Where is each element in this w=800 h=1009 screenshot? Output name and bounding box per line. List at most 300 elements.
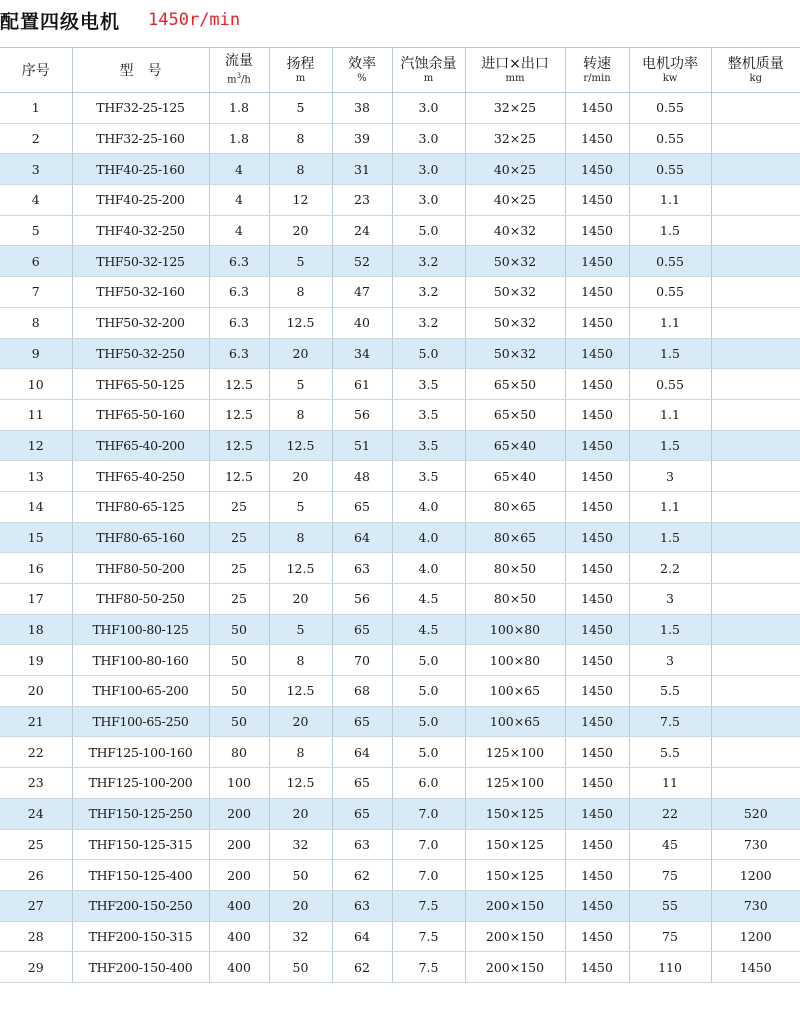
cell-efficiency: 47 [332,277,392,308]
cell-npsh: 7.0 [392,860,465,891]
cell-model: THF150-125-315 [72,829,209,860]
cell-flow: 50 [209,676,269,707]
page-title [0,6,240,34]
cell-npsh: 3.5 [392,369,465,400]
cell-seq: 28 [0,921,72,952]
cell-motor-power: 2.2 [629,553,711,584]
cell-weight [711,461,800,492]
cell-flow: 6.3 [209,277,269,308]
cell-weight [711,768,800,799]
cell-weight [711,399,800,430]
cell-efficiency: 34 [332,338,392,369]
cell-model: THF65-40-250 [72,461,209,492]
cell-efficiency: 63 [332,553,392,584]
cell-flow: 80 [209,737,269,768]
cell-motor-power: 1.1 [629,307,711,338]
cell-seq: 15 [0,522,72,553]
cell-motor-power: 1.1 [629,491,711,522]
cell-speed: 1450 [565,246,629,277]
cell-flow: 1.8 [209,123,269,154]
cell-efficiency: 65 [332,614,392,645]
cell-flow: 12.5 [209,399,269,430]
column-header-unit: $m^3/h$ [227,72,251,86]
cell-head: 8 [269,277,332,308]
header-row [0,48,800,93]
cell-flow: 6.3 [209,338,269,369]
cell-seq: 10 [0,369,72,400]
cell-head: 5 [269,614,332,645]
cell-motor-power: 5.5 [629,737,711,768]
cell-efficiency: 63 [332,829,392,860]
cell-inlet-outlet: 125×100 [465,768,565,799]
cell-inlet-outlet: 150×125 [465,829,565,860]
cell-model: THF50-32-125 [72,246,209,277]
cell-head: 12.5 [269,307,332,338]
cell-speed: 1450 [565,154,629,185]
column-header-unit: r/min [583,72,611,84]
cell-weight: 1200 [711,921,800,952]
cell-head: 20 [269,706,332,737]
cell-efficiency: 65 [332,798,392,829]
cell-weight [711,307,800,338]
cell-head: 5 [269,491,332,522]
cell-flow: 6.3 [209,246,269,277]
cell-motor-power: 1.5 [629,430,711,461]
cell-motor-power: 3 [629,461,711,492]
cell-flow: 4 [209,154,269,185]
column-header-unit: mm [505,72,525,84]
cell-motor-power: 3 [629,645,711,676]
cell-npsh: 3.0 [392,185,465,216]
column-header-label: 整机质量 [727,55,784,72]
cell-efficiency: 38 [332,93,392,124]
cell-speed: 1450 [565,338,629,369]
cell-npsh: 3.5 [392,399,465,430]
cell-seq: 24 [0,798,72,829]
cell-npsh: 7.5 [392,890,465,921]
cell-motor-power: 110 [629,952,711,983]
cell-weight [711,185,800,216]
cell-efficiency: 52 [332,246,392,277]
table-row [0,798,800,829]
cell-efficiency: 23 [332,185,392,216]
table-row [0,399,800,430]
cell-model: THF80-65-125 [72,491,209,522]
cell-speed: 1450 [565,277,629,308]
cell-model: THF80-50-200 [72,553,209,584]
cell-weight [711,737,800,768]
cell-efficiency: 63 [332,890,392,921]
table-row [0,93,800,124]
cell-model: THF150-125-400 [72,860,209,891]
cell-npsh: 4.0 [392,491,465,522]
table-header [0,48,800,93]
cell-efficiency: 62 [332,952,392,983]
table-row [0,123,800,154]
table-row [0,491,800,522]
cell-flow: 50 [209,706,269,737]
cell-head: 20 [269,890,332,921]
cell-head: 8 [269,645,332,676]
cell-seq: 9 [0,338,72,369]
cell-inlet-outlet: 50×32 [465,246,565,277]
cell-weight [711,154,800,185]
cell-seq: 12 [0,430,72,461]
cell-speed: 1450 [565,93,629,124]
cell-inlet-outlet: 50×32 [465,338,565,369]
cell-motor-power: 0.55 [629,154,711,185]
cell-seq: 29 [0,952,72,983]
cell-model: THF200-150-250 [72,890,209,921]
cell-speed: 1450 [565,307,629,338]
table-row [0,553,800,584]
cell-inlet-outlet: 65×40 [465,461,565,492]
cell-model: THF65-50-160 [72,399,209,430]
cell-speed: 1450 [565,737,629,768]
table-row [0,246,800,277]
cell-weight [711,491,800,522]
cell-head: 12.5 [269,430,332,461]
cell-flow: 25 [209,584,269,615]
column-header-unit: % [357,72,367,84]
cell-motor-power: 0.55 [629,123,711,154]
cell-inlet-outlet: 200×150 [465,952,565,983]
cell-motor-power: 0.55 [629,369,711,400]
cell-model: THF50-32-200 [72,307,209,338]
cell-flow: 4 [209,215,269,246]
cell-seq: 20 [0,676,72,707]
column-header-speed [565,48,629,93]
cell-motor-power: 45 [629,829,711,860]
table-row [0,645,800,676]
cell-inlet-outlet: 150×125 [465,860,565,891]
cell-head: 5 [269,93,332,124]
cell-inlet-outlet: 40×32 [465,215,565,246]
cell-weight [711,123,800,154]
cell-inlet-outlet: 65×50 [465,369,565,400]
table-row [0,369,800,400]
cell-head: 12 [269,185,332,216]
cell-speed: 1450 [565,860,629,891]
table-row [0,584,800,615]
table-row [0,676,800,707]
column-header-unit: kw [662,72,678,84]
cell-speed: 1450 [565,706,629,737]
cell-weight: 1200 [711,860,800,891]
cell-flow: 200 [209,860,269,891]
cell-weight [711,676,800,707]
cell-npsh: 3.0 [392,93,465,124]
cell-weight: 1450 [711,952,800,983]
cell-npsh: 7.0 [392,829,465,860]
cell-seq: 17 [0,584,72,615]
cell-efficiency: 61 [332,369,392,400]
cell-efficiency: 48 [332,461,392,492]
column-header-label: 效率 [348,55,376,72]
table-row [0,215,800,246]
cell-head: 50 [269,952,332,983]
cell-inlet-outlet: 100×65 [465,676,565,707]
cell-speed: 1450 [565,215,629,246]
cell-head: 20 [269,798,332,829]
cell-efficiency: 65 [332,491,392,522]
cell-motor-power: 5.5 [629,676,711,707]
table-row [0,890,800,921]
cell-speed: 1450 [565,461,629,492]
cell-efficiency: 39 [332,123,392,154]
cell-head: 5 [269,246,332,277]
cell-weight [711,614,800,645]
column-header-inlet-outlet [465,48,565,93]
table-row [0,277,800,308]
cell-efficiency: 40 [332,307,392,338]
spec-table [0,47,800,983]
cell-speed: 1450 [565,584,629,615]
cell-efficiency: 62 [332,860,392,891]
cell-motor-power: 1.5 [629,614,711,645]
cell-motor-power: 1.5 [629,215,711,246]
cell-npsh: 3.0 [392,154,465,185]
table-row [0,522,800,553]
cell-inlet-outlet: 125×100 [465,737,565,768]
cell-weight [711,215,800,246]
column-header-label: 电机功率 [642,55,698,72]
column-header-motor-power [629,48,711,93]
cell-speed: 1450 [565,430,629,461]
cell-motor-power: 1.5 [629,522,711,553]
table-row [0,338,800,369]
cell-speed: 1450 [565,890,629,921]
cell-weight: 730 [711,890,800,921]
table-row [0,737,800,768]
column-header-label: 进口×出口 [481,55,549,72]
cell-npsh: 5.0 [392,676,465,707]
title-speed: 1450r/min [148,10,241,30]
cell-inlet-outlet: 40×25 [465,185,565,216]
cell-model: THF200-150-400 [72,952,209,983]
cell-speed: 1450 [565,952,629,983]
cell-model: THF150-125-250 [72,798,209,829]
cell-npsh: 5.0 [392,645,465,676]
cell-model: THF40-25-160 [72,154,209,185]
cell-model: THF40-25-200 [72,185,209,216]
cell-speed: 1450 [565,645,629,676]
column-header-label: 转速 [583,55,611,72]
cell-inlet-outlet: 200×150 [465,921,565,952]
cell-npsh: 4.5 [392,584,465,615]
cell-seq: 6 [0,246,72,277]
cell-flow: 200 [209,798,269,829]
cell-npsh: 5.0 [392,706,465,737]
table-row [0,829,800,860]
cell-model: THF80-50-250 [72,584,209,615]
cell-seq: 22 [0,737,72,768]
cell-efficiency: 56 [332,584,392,615]
cell-head: 12.5 [269,676,332,707]
cell-inlet-outlet: 80×50 [465,584,565,615]
cell-flow: 50 [209,645,269,676]
cell-inlet-outlet: 80×65 [465,491,565,522]
cell-weight [711,277,800,308]
cell-seq: 5 [0,215,72,246]
table-row [0,307,800,338]
cell-model: THF32-25-160 [72,123,209,154]
cell-motor-power: 75 [629,921,711,952]
cell-seq: 18 [0,614,72,645]
cell-head: 20 [269,584,332,615]
cell-seq: 14 [0,491,72,522]
cell-npsh: 7.5 [392,921,465,952]
table-row [0,154,800,185]
cell-model: THF100-80-125 [72,614,209,645]
cell-efficiency: 64 [332,522,392,553]
cell-speed: 1450 [565,123,629,154]
cell-flow: 25 [209,491,269,522]
column-header-label: 流量 [225,53,253,70]
cell-efficiency: 64 [332,737,392,768]
cell-speed: 1450 [565,768,629,799]
cell-efficiency: 65 [332,706,392,737]
cell-motor-power: 55 [629,890,711,921]
cell-efficiency: 64 [332,921,392,952]
cell-inlet-outlet: 80×65 [465,522,565,553]
cell-seq: 8 [0,307,72,338]
cell-speed: 1450 [565,553,629,584]
cell-head: 12.5 [269,553,332,584]
cell-npsh: 3.0 [392,123,465,154]
cell-flow: 12.5 [209,461,269,492]
cell-flow: 100 [209,768,269,799]
table-row [0,952,800,983]
cell-seq: 25 [0,829,72,860]
cell-model: THF125-100-160 [72,737,209,768]
cell-efficiency: 31 [332,154,392,185]
cell-efficiency: 68 [332,676,392,707]
cell-flow: 4 [209,185,269,216]
cell-model: THF100-65-200 [72,676,209,707]
cell-motor-power: 75 [629,860,711,891]
cell-model: THF100-80-160 [72,645,209,676]
table-row [0,461,800,492]
column-header-seq [0,48,72,93]
cell-flow: 200 [209,829,269,860]
cell-speed: 1450 [565,614,629,645]
cell-efficiency: 70 [332,645,392,676]
cell-speed: 1450 [565,185,629,216]
cell-motor-power: 11 [629,768,711,799]
cell-motor-power: 0.55 [629,246,711,277]
cell-inlet-outlet: 80×50 [465,553,565,584]
column-header-flow [209,48,269,93]
table-body [0,93,800,983]
cell-model: THF80-65-160 [72,522,209,553]
cell-flow: 400 [209,952,269,983]
cell-motor-power: 3 [629,584,711,615]
cell-inlet-outlet: 100×80 [465,645,565,676]
cell-seq: 1 [0,93,72,124]
cell-motor-power: 22 [629,798,711,829]
cell-efficiency: 51 [332,430,392,461]
table-row [0,430,800,461]
column-header-unit: m [295,72,306,84]
cell-model: THF32-25-125 [72,93,209,124]
column-header-npsh [392,48,465,93]
cell-inlet-outlet: 100×80 [465,614,565,645]
cell-head: 8 [269,737,332,768]
cell-model: THF65-50-125 [72,369,209,400]
cell-motor-power: 0.55 [629,277,711,308]
cell-motor-power: 1.5 [629,338,711,369]
cell-head: 32 [269,829,332,860]
cell-head: 12.5 [269,768,332,799]
column-header-unit: m [423,72,434,84]
cell-npsh: 7.5 [392,952,465,983]
cell-weight [711,706,800,737]
cell-npsh: 5.0 [392,737,465,768]
cell-seq: 26 [0,860,72,891]
cell-head: 8 [269,522,332,553]
cell-efficiency: 56 [332,399,392,430]
table-row [0,921,800,952]
cell-head: 8 [269,154,332,185]
cell-head: 20 [269,338,332,369]
cell-head: 20 [269,215,332,246]
cell-head: 32 [269,921,332,952]
cell-seq: 23 [0,768,72,799]
cell-inlet-outlet: 50×32 [465,307,565,338]
table-row [0,706,800,737]
cell-npsh: 5.0 [392,338,465,369]
column-header-weight [711,48,800,93]
cell-weight [711,553,800,584]
cell-flow: 12.5 [209,430,269,461]
cell-efficiency: 24 [332,215,392,246]
cell-seq: 7 [0,277,72,308]
cell-weight [711,522,800,553]
cell-weight [711,645,800,676]
cell-inlet-outlet: 150×125 [465,798,565,829]
title-text: 配置四级电机 [0,10,121,33]
cell-inlet-outlet: 65×50 [465,399,565,430]
cell-head: 50 [269,860,332,891]
column-header-head [269,48,332,93]
cell-speed: 1450 [565,399,629,430]
cell-npsh: 4.0 [392,522,465,553]
cell-inlet-outlet: 65×40 [465,430,565,461]
cell-seq: 11 [0,399,72,430]
cell-weight [711,93,800,124]
cell-speed: 1450 [565,921,629,952]
cell-model: THF100-65-250 [72,706,209,737]
cell-seq: 13 [0,461,72,492]
cell-weight [711,430,800,461]
cell-weight [711,584,800,615]
cell-npsh: 3.2 [392,246,465,277]
cell-weight [711,246,800,277]
cell-weight [711,338,800,369]
cell-model: THF40-32-250 [72,215,209,246]
column-header-label: 型 号 [119,63,162,79]
cell-inlet-outlet: 40×25 [465,154,565,185]
cell-weight: 730 [711,829,800,860]
cell-seq: 21 [0,706,72,737]
cell-head: 5 [269,369,332,400]
cell-inlet-outlet: 32×25 [465,93,565,124]
column-header-label: 扬程 [286,55,315,72]
cell-speed: 1450 [565,676,629,707]
cell-seq: 3 [0,154,72,185]
cell-speed: 1450 [565,491,629,522]
